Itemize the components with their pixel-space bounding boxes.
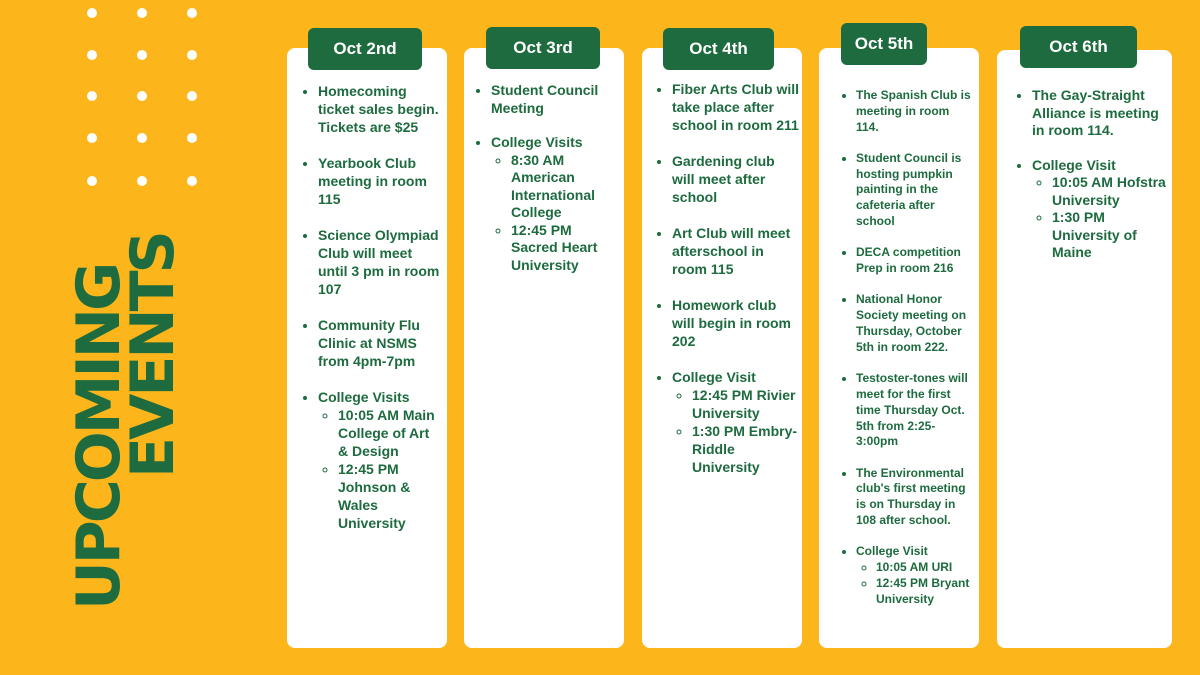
event-text: Homework club will begin in room 202 — [672, 297, 791, 349]
event-text: College Visit — [672, 369, 756, 385]
dot — [137, 91, 147, 101]
event-text: Art Club will meet afterschool in room 115 — [672, 225, 791, 277]
title-line-events: EVENTS — [118, 233, 188, 478]
event-item — [856, 371, 974, 450]
event-text: DECA competition Prep in room 216 — [856, 245, 961, 276]
event-text: Gardening club will meet after school — [672, 153, 775, 205]
event-item — [856, 292, 974, 355]
event-text: Community Flu Clinic at NSMS from 4pm-7pm — [318, 317, 420, 369]
dot — [87, 133, 97, 143]
dot — [87, 176, 97, 186]
sub-event-item: ◦ 10:05 AM Main College of Art & Design — [338, 406, 440, 460]
day-events-oct-5 — [838, 88, 974, 623]
sub-event-item: ◦ 12:45 PM Sacred Heart University — [511, 222, 619, 275]
event-item — [672, 224, 800, 278]
event-text: Student Council is hosting pumpkin painting in the cafeteria after school — [856, 150, 962, 229]
dot — [187, 8, 197, 18]
dot — [187, 133, 197, 143]
event-item — [856, 544, 974, 607]
event-text: Homecoming ticket sales begin. Tickets are $25 — [318, 83, 439, 135]
event-item — [491, 82, 619, 117]
event-item — [856, 88, 974, 135]
dot — [187, 50, 197, 60]
sub-event-item: ◦ 12:45 PM Rivier University — [692, 386, 800, 422]
dot — [137, 8, 147, 18]
dot — [187, 91, 197, 101]
event-item — [856, 151, 974, 230]
day-tab-oct-2: Oct 2nd — [308, 28, 422, 70]
event-item — [1032, 87, 1166, 140]
event-item — [1032, 157, 1166, 262]
sub-event-item: ◦ 12:45 PM Johnson & Wales University — [338, 460, 440, 532]
event-text: Student Council Meeting — [491, 82, 599, 116]
decorative-dot-grid — [80, 0, 220, 200]
event-text: Yearbook Club meeting in room 115 — [318, 155, 427, 207]
event-item — [491, 134, 619, 274]
day-events-oct-2 — [300, 82, 440, 550]
event-text: College Visits — [318, 389, 410, 405]
event-item — [318, 388, 440, 532]
page-title — [64, 233, 188, 610]
event-item — [672, 368, 800, 476]
day-events-oct-4 — [654, 80, 800, 494]
sub-event-item: ◦ 10:05 AM Hofstra University — [1052, 174, 1166, 209]
event-item — [856, 245, 974, 277]
dot — [87, 8, 97, 18]
dot — [137, 50, 147, 60]
event-text: College Visits — [491, 134, 583, 150]
event-text: Science Olympiad Club will meet until 3 pm in room 107 — [318, 227, 440, 297]
sub-event-item: ◦ 12:45 PM Bryant University — [876, 576, 974, 608]
dot — [87, 91, 97, 101]
event-text: The Gay-Straight Alliance is meeting in room 114. — [1032, 87, 1159, 138]
event-item — [318, 316, 440, 370]
sub-event-item: ◦ 8:30 AM American International College — [511, 152, 619, 222]
day-tab-oct-4: Oct 4th — [663, 28, 774, 70]
day-tab-oct-3: Oct 3rd — [486, 27, 600, 69]
event-item — [672, 152, 800, 206]
event-text: The Environmental club's first meeting is on Thursday in 108 after school. — [856, 465, 966, 528]
dot — [87, 50, 97, 60]
title-line-upcoming: UPCOMING — [64, 264, 134, 610]
event-item — [318, 82, 440, 136]
day-tab-oct-5: Oct 5th — [841, 23, 927, 65]
day-events-oct-3 — [473, 82, 619, 291]
dot — [187, 176, 197, 186]
sub-event-item: ◦ 1:30 PM Embry-Riddle University — [692, 422, 800, 476]
day-tab-oct-6: Oct 6th — [1020, 26, 1137, 68]
event-text: The Spanish Club is meeting in room 114. — [856, 88, 971, 134]
event-item — [856, 466, 974, 529]
day-events-oct-6 — [1014, 87, 1166, 279]
event-item — [672, 296, 800, 350]
sub-event-item: ◦ 1:30 PM University of Maine — [1052, 209, 1166, 262]
event-text: National Honor Society meeting on Thursday, October 5th in room 222. — [856, 292, 967, 354]
sub-event-item: ◦ 10:05 AM URI — [876, 560, 974, 576]
dot — [137, 133, 147, 143]
event-text: College Visit — [856, 544, 928, 559]
event-text: College Visit — [1032, 156, 1116, 173]
event-text: Fiber Arts Club will take place after school in room 211 — [672, 81, 800, 133]
event-text: Testoster-tones will meet for the first time Thursday Oct. 5th from 2:25-3:00pm — [856, 371, 968, 449]
event-item — [318, 226, 440, 298]
event-item — [318, 154, 440, 208]
event-item — [672, 80, 800, 134]
dot — [137, 176, 147, 186]
